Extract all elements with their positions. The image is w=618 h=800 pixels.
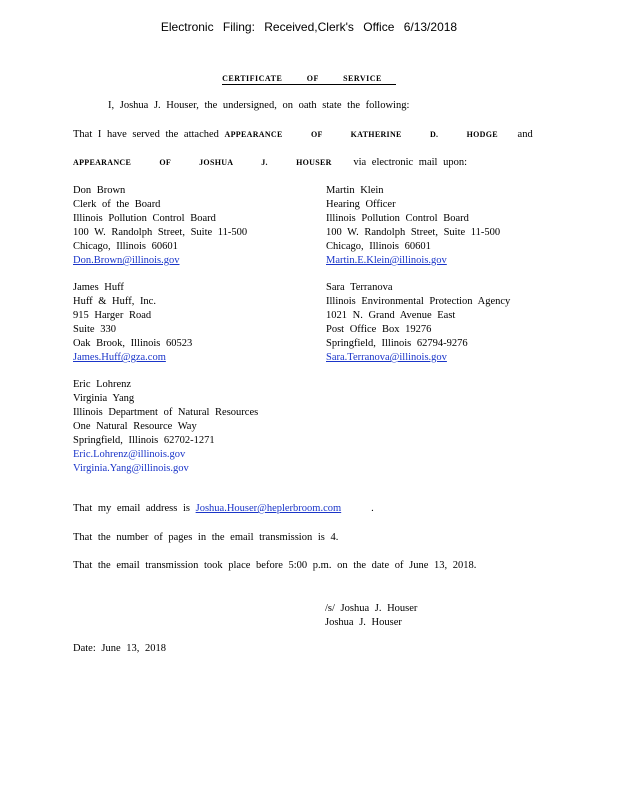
recipient-line: Springfield, Illinois 62794-9276 (326, 338, 468, 349)
recipient-line: Illinois Pollution Control Board (326, 213, 469, 224)
document-title (0, 74, 618, 85)
served-prefix: That I have served the attached (73, 129, 219, 140)
recipient-email-text[interactable]: Virginia.Yang@illinois.gov (73, 463, 189, 474)
recipient-line: Chicago, Illinois 60601 (326, 241, 431, 252)
served-line-2 (73, 157, 467, 168)
recipient-email-link[interactable]: James.Huff@gza.com (73, 352, 166, 363)
served-and: and (517, 129, 533, 140)
signature-s-line: /s/ Joshua J. Houser (325, 603, 418, 614)
recipient-email-link[interactable]: Sara.Terranova@illinois.gov (326, 352, 447, 363)
recipient-line: Springfield, Illinois 62702-1271 (73, 435, 215, 446)
time-statement: That the email transmission took place before 5:00 p.m. on the date of June 13, 2018. (73, 560, 477, 571)
recipient-line: Virginia Yang (73, 393, 135, 404)
recipient-line: Sara Terranova (326, 282, 393, 293)
email-address-statement (73, 503, 374, 514)
recipient-email-plain[interactable] (73, 448, 258, 462)
intro-statement: I, Joshua J. Houser, the undersigned, on oath state the following: (108, 100, 410, 111)
recipient-line: 100 W. Randolph Street, Suite 11-500 (326, 227, 501, 238)
recipient-block-james-huff (73, 281, 192, 365)
recipient-line: James Huff (73, 282, 124, 293)
recipient-block-idnr (73, 378, 258, 476)
recipient-block-don-brown (73, 184, 247, 268)
served-line-1 (73, 129, 533, 140)
filing-stamp-header: Electronic Filing: Received,Clerk's Office 6/13/2018 (160, 20, 458, 34)
email-statement-prefix: That my email address is (73, 503, 190, 514)
signature-name: Joshua J. Houser (325, 617, 402, 628)
recipient-line: Don Brown (73, 185, 126, 196)
email-statement-suffix: . (371, 503, 374, 514)
recipient-line: 915 Harger Road (73, 310, 152, 321)
recipient-line: Clerk of the Board (73, 199, 161, 210)
date-line: Date: June 13, 2018 (73, 643, 166, 654)
recipient-line: Eric Lohrenz (73, 379, 132, 390)
recipient-line: Martin Klein (326, 185, 384, 196)
recipient-line: One Natural Resource Way (73, 421, 197, 432)
recipient-line: Suite 330 (73, 324, 116, 335)
signature-block (325, 602, 417, 630)
recipient-line: Illinois Department of Natural Resources (73, 407, 259, 418)
recipient-line: Oak Brook, Illinois 60523 (73, 338, 193, 349)
recipient-line: 1021 N. Grand Avenue East (326, 310, 456, 321)
pages-statement: That the number of pages in the email transmission is 4. (73, 532, 339, 543)
recipient-line: Illinois Environmental Protection Agency (326, 296, 511, 307)
recipient-line: Illinois Pollution Control Board (73, 213, 216, 224)
served-document-1: APPEARANCE OF KATHERINE D. HODGE (224, 130, 498, 139)
recipient-email-plain[interactable] (73, 462, 258, 476)
recipient-line: Post Office Box 19276 (326, 324, 432, 335)
recipient-line: Hearing Officer (326, 199, 396, 210)
document-title-text: CERTIFICATE OF SERVICE (222, 74, 396, 85)
recipient-line: 100 W. Randolph Street, Suite 11-500 (73, 227, 248, 238)
recipient-line: Chicago, Illinois 60601 (73, 241, 178, 252)
sender-email-link[interactable]: Joshua.Houser@heplerbroom.com (195, 503, 342, 514)
served-suffix: via electronic mail upon: (353, 157, 468, 168)
recipient-block-martin-klein (326, 184, 500, 268)
recipient-block-sara-terranova (326, 281, 510, 365)
served-document-2: APPEARANCE OF JOSHUA J. HOUSER (73, 158, 332, 167)
recipient-email-text[interactable]: Eric.Lohrenz@illinois.gov (73, 449, 186, 460)
recipient-email-link[interactable]: Martin.E.Klein@illinois.gov (326, 255, 447, 266)
recipient-email-link[interactable]: Don.Brown@illinois.gov (73, 255, 180, 266)
recipient-line: Huff & Huff, Inc. (73, 296, 156, 307)
